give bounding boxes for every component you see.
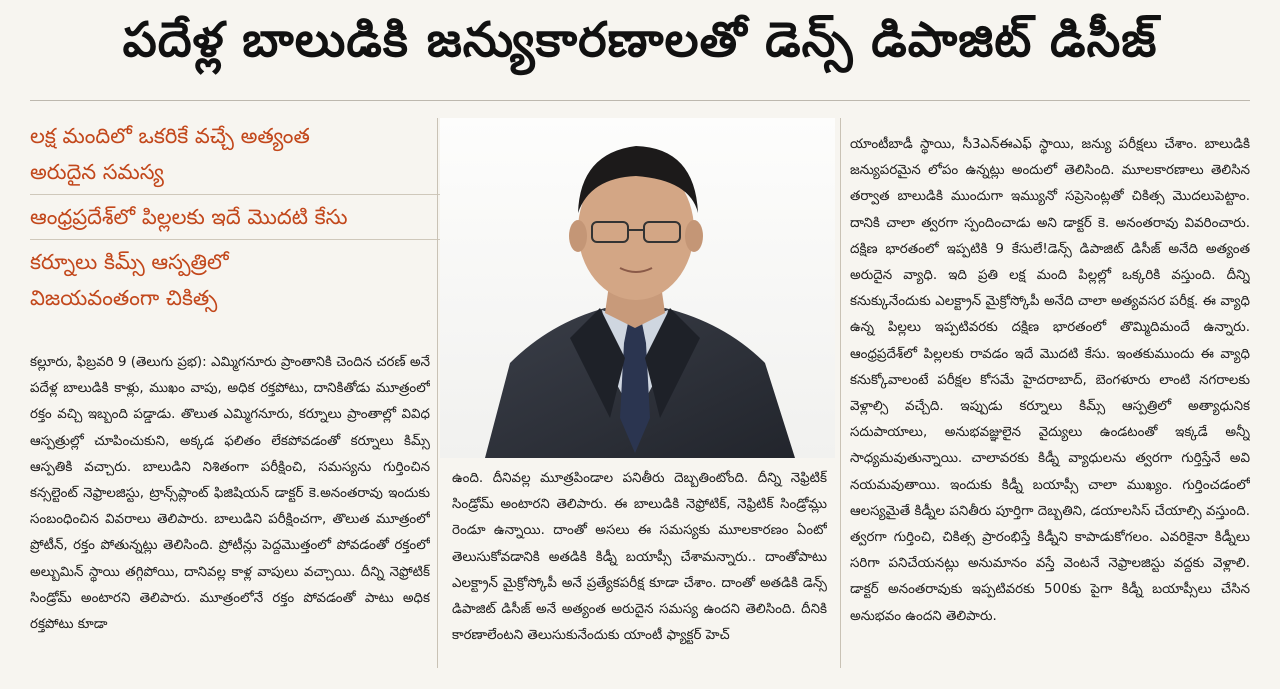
article-column-middle	[452, 466, 827, 671]
doctor-portrait-illustration	[440, 118, 835, 458]
column-divider	[840, 118, 841, 668]
subhead-3: ఆంధ్రప్రదేశ్‌లో పిల్లలకు ఇదే మొదటి కేసు	[30, 205, 348, 229]
article-text: యాంటీబాడీ స్థాయి, సీ3ఎన్ఈఎఫ్ స్థాయి, జన్యు పరీక్షలు చేశాం. బాలుడికి జన్యుపరమైన లోపం ఉన్నట్లు అందులో తెలిసింది. మూలకారణాలు తెలిసిన తర్వాత బాలుడికి ముందుగా ఇమ్యునో సప్రెసెంట్లతో చికిత్స మొదలుపెట్టాం. దానికి చాలా త్వరగా స్పందించాడు అని డాక్టర్ కె. అనంతరావు వివరించారు. దక్షిణ భారతంలో ఇప్పటికి 9 కేసులే!డెన్స్ డిపాజిట్ డిసీజ్ అనేది అత్యంత అరుదైన వ్యాధి. ఇది ప్రతి లక్ష మంది పిల్లల్లో ఒక్కరికి వస్తుంది. దీన్ని కనుక్కునేందుకు ఎలక్ట్రాన్ మైక్రోస్కోపీ అనేది చాలా అత్యవసర పరీక్ష. ఈ వ్యాధి ఉన్న పిల్లలు ఇప్పటివరకు దక్షిణ భారతంలో తొమ్మిదిమందే ఉన్నారు. ఆంధ్రప్రదేశ్‌లో పిల్లలకు రావడం ఇదే మొదటి కేసు. ఇంతకుముందు ఈ వ్యాధి కనుక్కోవాలంటే పరీక్షల కోసమే హైదరాబాద్, బెంగళూరు లాంటి నగరాలకు వెళ్లాల్సి వచ్చేది. ఇప్పుడు కర్నూలు కిమ్స్ ఆస్పత్రిలో అత్యాధునిక సదుపాయాలు, అనుభవజ్ఞులైన వైద్యులు ఉండటంతో ఇక్కడే అన్నీ సాధ్యమవుతున్నాయి. చాలావరకు కిడ్నీ వ్యాధులను త్వరగా గుర్తిస్తేనే అవి నయమవుతాయి. ఇందుకు కిడ్నీ బయాప్సీ చాలా ముఖ్యం. గుర్తించడంలో ఆలస్యమైతే కిడ్నీల పనితీరు పూర్తిగా దెబ్బతిని, డయాలసిస్ చేయాల్సి వస్తుంది. త్వరగా గుర్తించి, చికిత్స ప్రారంభిస్తే కిడ్నీని కాపాడుకోగలం. ఎవరికైనా కిడ్నీలు సరిగా పనిచేయనట్లు అనుమానం వస్తే వెంటనే నెఫ్రాలజిస్టు వద్దకు వెళ్లాలి. డాక్టర్ అనంతరావుకు ఇప్పటివరకు 500కు పైగా కిడ్నీ బయాప్సీలు చేసిన అనుభవం ఉందని తెలిపారు.	[850, 137, 1250, 624]
article-text: ఉంది. దీనివల్ల మూత్రపిండాల పనితీరు దెబ్బతింటోంది. దీన్ని నెఫ్రిటిక్ సిండ్రోమ్ అంటారని తెలిపారు. ఈ బాలుడికి నెఫ్రోటిక్, నెఫ్రిటిక్ సిండ్రోమ్లు రెండూ ఉన్నాయి. దాంతో అసలు ఈ సమస్యకు మూలకారణం ఏంటో తెలుసుకోవడానికి అతడికి కిడ్నీ బయాప్సీ చేశామన్నారు.. దాంతోపాటు ఎలక్ట్రాన్ మైక్రోస్కోపీ అనే ప్రత్యేకపరీక్ష కూడా చేశాం. దాంతో అతడికి డెన్స్ డిపాజిట్ డిసీజ్ అనే అత్యంత అరుదైన సమస్య ఉందని తెలిసింది. దీనికి కారణాలేంటని తెలుసుకునేందుకు యాంటీ ఫ్యాక్టర్ హెచ్	[452, 471, 827, 644]
article-column-right	[850, 132, 1250, 672]
subhead-divider	[30, 194, 440, 195]
subhead-5: విజయవంతంగా చికిత్స	[30, 286, 218, 310]
column-divider	[437, 118, 438, 668]
headline: పదేళ్ల బాలుడికి జన్యుకారణాలతో డెన్స్ డిపాజిట్ డిసీజ్	[122, 12, 1158, 68]
subhead-1: లక్ష మందిలో ఒకరికే వచ్చే అత్యంత	[30, 124, 310, 148]
article-column-left	[30, 350, 430, 670]
subheads	[30, 118, 440, 316]
doctor-photo	[440, 118, 835, 458]
subhead-4: కర్నూలు కిమ్స్ ఆస్పత్రిలో	[30, 250, 229, 274]
headline-rule	[30, 100, 1250, 101]
subhead-2: అరుదైన సమస్య	[30, 160, 164, 184]
subhead-divider	[30, 239, 440, 240]
article-text: కల్లూరు, ఫిబ్రవరి 9 (తెలుగు ప్రభ): ఎమ్మిగనూరు ప్రాంతానికి చెందిన చరణ్ అనే పదేళ్ల బాలుడికి కాళ్లు, ముఖం వాపు, అధిక రక్తపోటు, దానికితోడు మూత్రంలో రక్తం వచ్చి ఇబ్బంది పడ్డాడు. తొలుత ఎమ్మిగనూరు, కర్నూలు ప్రాంతాల్లో వివిధ ఆస్పత్రుల్లో చూపించుకుని, అక్కడ ఫలితం లేకపోవడంతో కర్నూలు కిమ్స్ ఆస్పతికి వచ్చారు. బాలుడిని నిశితంగా పరీక్షించి, సమస్యను గుర్తించిన కన్సల్టెంట్ నెఫ్రాలజిస్టు, ట్రాన్స్‌ప్లాంట్ ఫిజిషియన్ డాక్టర్ కె.అనంతరావు ఇందుకు సంబంధించిన వివరాలు తెలిపారు. బాలుడిని పరీక్షించగా, తొలుత మూత్రంలో ప్రోటీన్, రక్తం పోతున్నట్లు తెలిసింది. ప్రోటీన్లు పెద్దమొత్తంలో పోవడంతో రక్తంలో అల్బుమిన్ స్థాయి తగ్గిపోయి, దానివల్ల కాళ్ల వాపులు వచ్చాయి. దీన్ని నెఫ్రోటిక్ సిండ్రోమ్ అంటారని తెలిపారు. మూత్రంలోనే రక్తం పోవడంతో పాటు అధిక రక్తపోటు కూడా	[30, 355, 430, 633]
